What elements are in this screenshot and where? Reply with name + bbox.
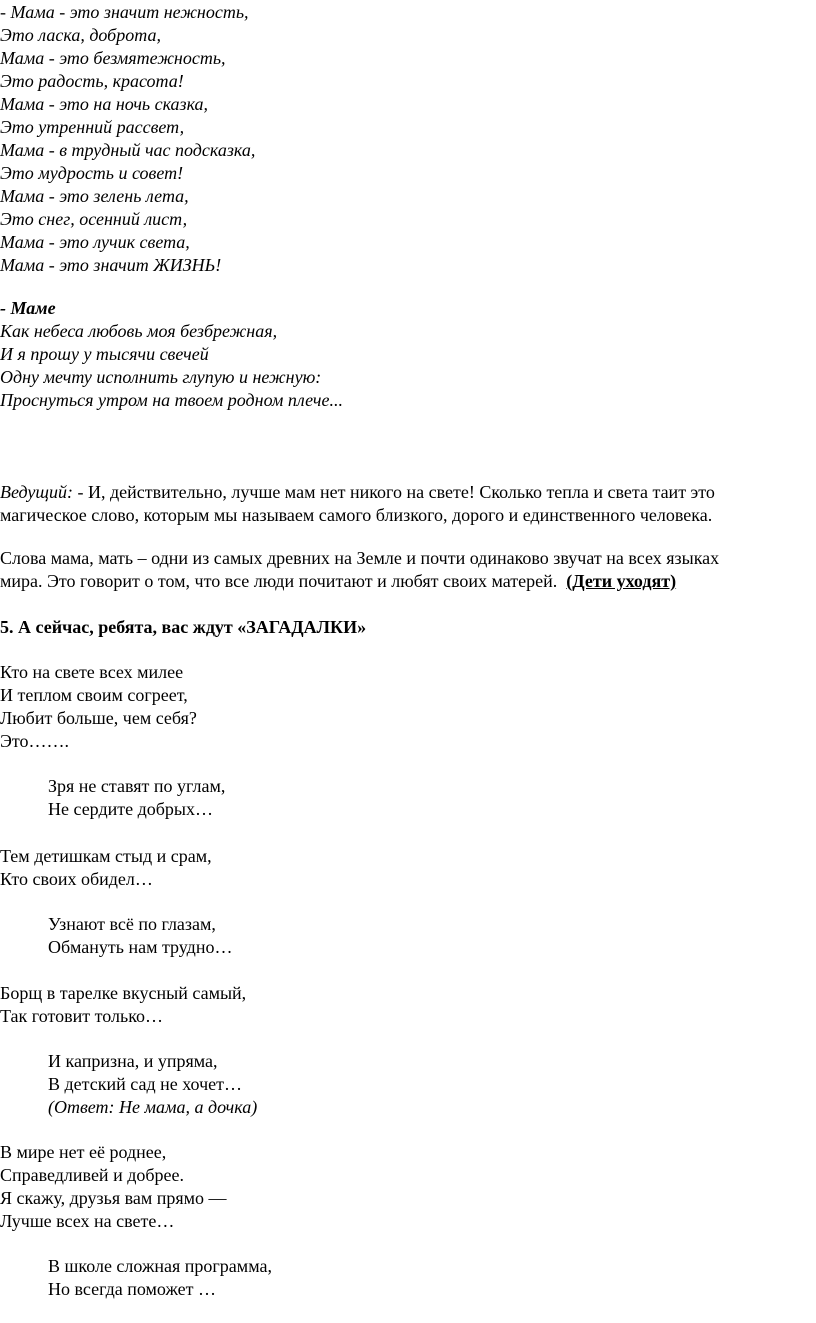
riddle-4-line-2: Обмануть нам трудно…: [48, 937, 233, 957]
host-text: - И, действительно, лучше мам нет никого на свете! Сколько тепла и света таит это: [72, 482, 715, 502]
poem1-line-4: Это радость, красота!: [0, 71, 184, 91]
paragraph-2-text: мира. Это говорит о том, что все люди почитают и любят своих матерей.: [0, 571, 567, 591]
riddle-2-line-1: Зря не ставят по углам,: [48, 776, 226, 796]
host-paragraph-line-2: магическое слово, которым мы называем самого близкого, дорого и единственного человека.: [0, 505, 713, 525]
riddle-6-line-1: И капризна, и упряма,: [48, 1051, 218, 1071]
riddle-3-line-2: Кто своих обидел…: [0, 869, 153, 889]
section-heading: 5. А сейчас, ребята, вас ждут «ЗАГАДАЛКИ»: [0, 617, 367, 637]
riddle-4-line-1: Узнают всё по глазам,: [48, 914, 216, 934]
poem1-line-2: Это ласка, доброта,: [0, 25, 161, 45]
poem2-line-3: Одну мечту исполнить глупую и нежную:: [0, 367, 322, 387]
riddle-7-line-3: Я скажу, друзья вам прямо —: [0, 1188, 227, 1208]
riddle-7-line-1: В мире нет её роднее,: [0, 1142, 167, 1162]
riddle-1-line-3: Любит больше, чем себя?: [0, 708, 197, 728]
riddle-3-line-1: Тем детишкам стыд и срам,: [0, 846, 212, 866]
poem1-line-11: Мама - это лучик света,: [0, 232, 190, 252]
host-label: Ведущий:: [0, 482, 73, 502]
host-paragraph-line-1: [0, 481, 715, 504]
stage-direction: (Дети уходят): [566, 571, 677, 591]
riddle-8-line-1: В школе сложная программа,: [48, 1256, 272, 1276]
paragraph-2-line-2: [0, 570, 676, 593]
paragraph-2-line-1: Слова мама, мать – одни из самых древних на Земле и почти одинаково звучат на всех языках: [0, 548, 720, 568]
poem1-line-1: [0, 1, 249, 24]
poem1-line-5: Мама - это на ночь сказка,: [0, 94, 209, 114]
riddle-8-line-2: Но всегда поможет …: [48, 1279, 217, 1299]
poem1-line-text: Мама - это значит нежность,: [10, 2, 249, 22]
poem1-line-3: Мама - это безмятежность,: [0, 48, 226, 68]
riddle-5-line-2: Так готовит только…: [0, 1006, 164, 1026]
riddle-answer: (Ответ: Не мама, а дочка): [48, 1097, 258, 1117]
poem1-line-12: Мама - это значит ЖИЗНЬ!: [0, 255, 222, 275]
poem1-line-6: Это утренний рассвет,: [0, 117, 185, 137]
poem1-line-10: Это снег, осенний лист,: [0, 209, 188, 229]
poem1-line-9: Мама - это зелень лета,: [0, 186, 189, 206]
riddle-7-line-2: Справедливей и добрее.: [0, 1165, 184, 1185]
riddle-5-line-1: Борщ в тарелке вкусный самый,: [0, 983, 247, 1003]
poem2-line-2: И я прошу у тысячи свечей: [0, 344, 209, 364]
riddle-6-line-2: В детский сад не хочет…: [48, 1074, 242, 1094]
riddle-1-line-1: Кто на свете всех милее: [0, 662, 184, 682]
poem2-title: - Маме: [0, 298, 56, 318]
poem1-dash: -: [0, 2, 11, 22]
riddle-1-line-4: Это…….: [0, 731, 70, 751]
riddle-7-line-4: Лучше всех на свете…: [0, 1211, 175, 1231]
riddle-2-line-2: Не сердите добрых…: [48, 799, 214, 819]
poem1-line-8: Это мудрость и совет!: [0, 163, 184, 183]
poem2-line-1: Как небеса любовь моя безбрежная,: [0, 321, 278, 341]
poem2-line-4: Проснуться утром на твоем родном плече...: [0, 390, 344, 410]
riddle-1-line-2: И теплом своим согреет,: [0, 685, 188, 705]
poem1-line-7: Мама - в трудный час подсказка,: [0, 140, 256, 160]
